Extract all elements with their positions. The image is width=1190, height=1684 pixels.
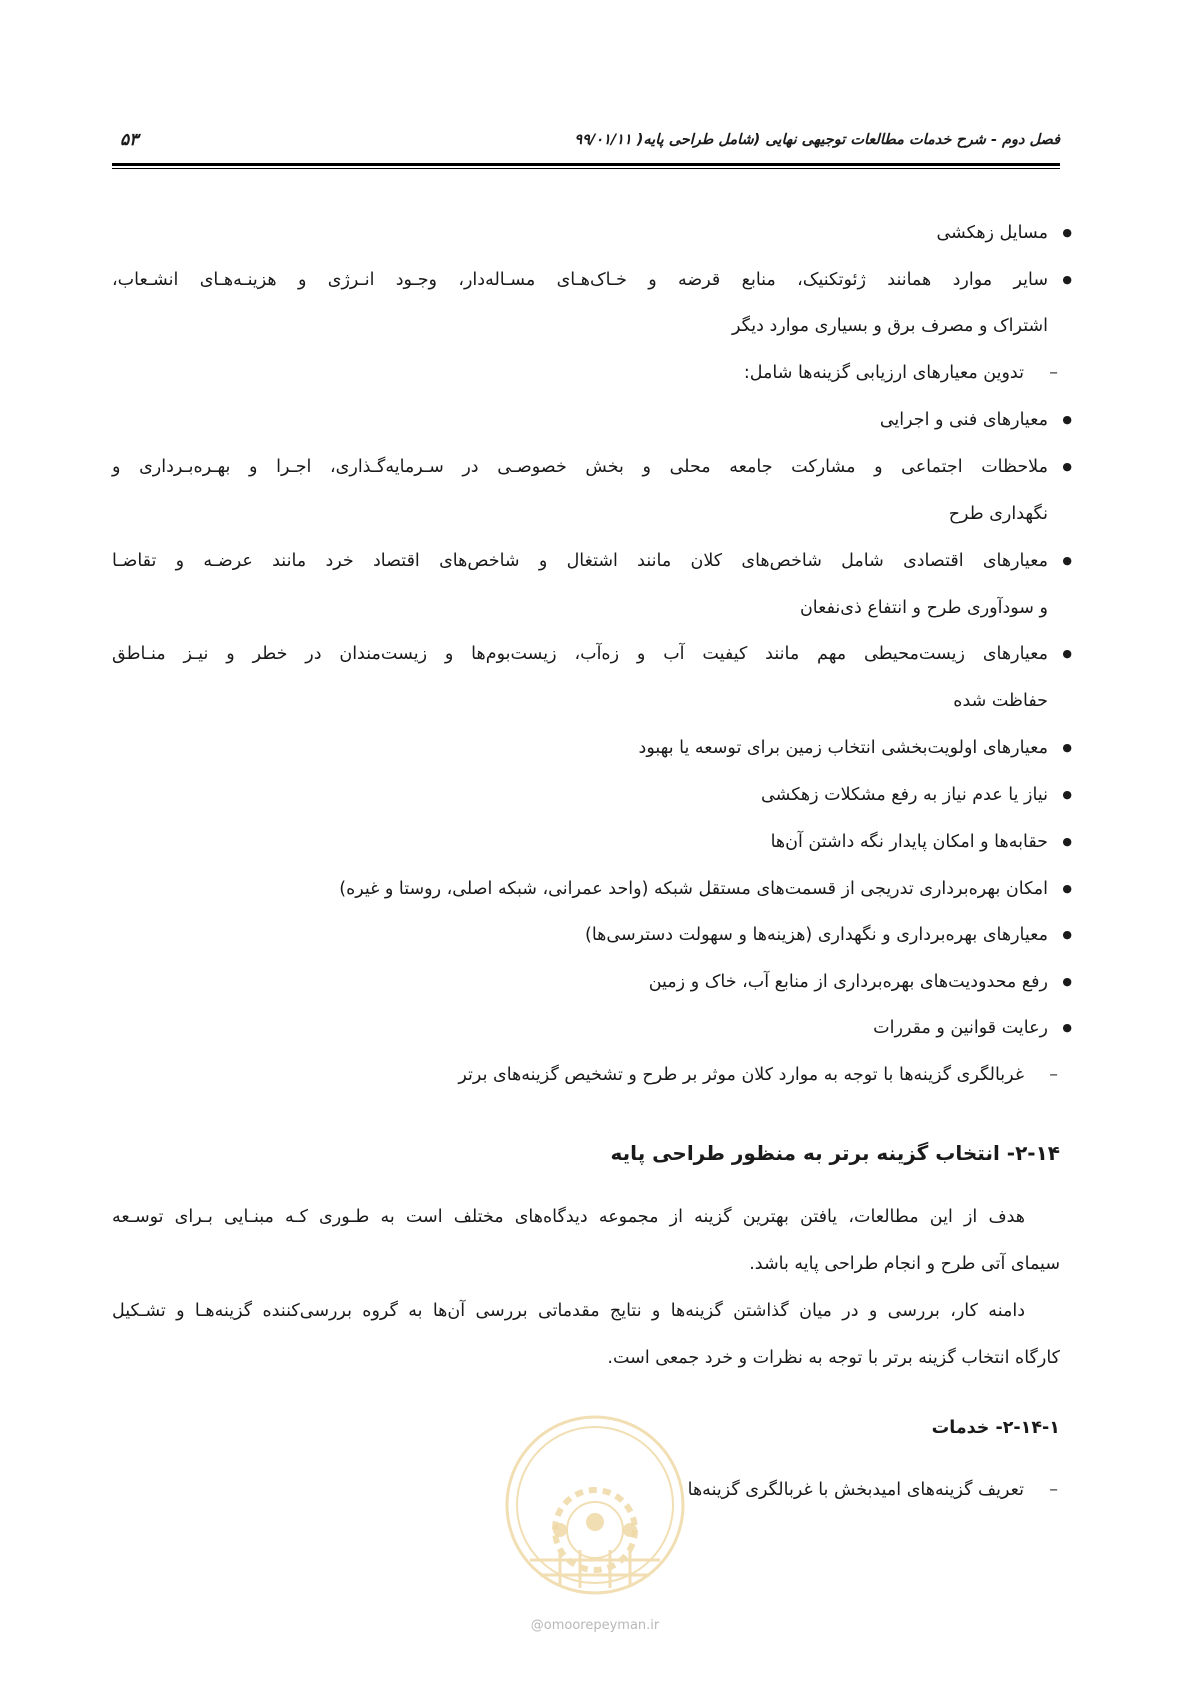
header-rule-thick: [112, 163, 1060, 166]
paragraph-line: سیمای آتی طرح و انجام طراحی پایه باشد.: [749, 1254, 1060, 1274]
list-item: ● حقابه‌ها و امکان پایدار نگه داشتن آن‌ها: [771, 829, 1048, 855]
dash-item: – تدوین معیارهای ارزیابی گزینه‌ها شامل:: [744, 360, 1024, 386]
list-item: ● رفع محدودیت‌های بهره‌برداری از منابع آب، خاک و زمین: [649, 969, 1048, 995]
list-item: ● معیارهای اقتصادی شامل شاخص‌های کلان مانند اشتغال و شاخص‌های اقتصاد خرد مانند عرضـه و تقاضـا: [112, 548, 1048, 574]
paragraph-line: دامنه کار، بررسی و در میان گذاشتن گزینه‌ها و نتایج مقدماتی بررسی آن‌ها به گروه بررسی‌کننده گزینه‌هـا و تشـکیل: [112, 1301, 1025, 1321]
dash-item: – غربالگری گزینه‌ها با توجه به موارد کلان موثر بر طرح و تشخیص گزینه‌های برتر: [458, 1062, 1024, 1088]
watermark-seal-icon: [500, 1410, 690, 1600]
list-item: ● معیارهای فنی و اجرایی: [880, 407, 1048, 433]
list-item: ● نیاز یا عدم نیاز به رفع مشکلات زهکشی: [761, 782, 1048, 808]
list-item-continuation: حفاظت شده: [953, 691, 1048, 711]
list-item: ● معیارهای زیست‌محیطی مهم مانند کیفیت آب و زه‌آب، زیست‌بوم‌ها و زیست‌مندان در خطر و نیـز منـاطق: [112, 641, 1048, 667]
list-item: ● معیارهای بهره‌برداری و نگهداری (هزینه‌ها و سهولت دسترسی‌ها): [585, 922, 1048, 948]
watermark-url: @omoorepeyman.ir: [530, 1618, 660, 1633]
list-item-continuation: و سودآوری طرح و انتفاع ذی‌نفعان: [799, 598, 1048, 618]
page-number: ۵۳: [120, 130, 139, 150]
list-item: ● معیارهای اولویت‌بخشی انتخاب زمین برای توسعه یا بهبود: [639, 735, 1048, 761]
list-item: ● مسایل زهکشی: [936, 220, 1048, 246]
paragraph-line: هدف از این مطالعات، یافتن بهترین گزینه از مجموعه دیدگاه‌های مختلف است به طـوری کـه مبنـایی بـرای توسـعه: [112, 1207, 1025, 1227]
list-item: ● رعایت قوانین و مقررات: [873, 1015, 1048, 1041]
paragraph-line: کارگاه انتخاب گزینه برتر با توجه به نظرات و خرد جمعی است.: [607, 1348, 1060, 1368]
subsection-heading: ۲-۱۴-۱- خدمات: [931, 1418, 1060, 1438]
list-item-continuation: نگهداری طرح: [948, 504, 1048, 524]
header-title: فصل دوم - شرح خدمات مطالعات توجیهی نهایی (شامل طراحی پایه( ۹۹/۰۱/۱۱: [574, 132, 1060, 148]
header-rule-thin: [112, 168, 1060, 169]
section-heading: ۲-۱۴- انتخاب گزینه برتر به منظور طراحی پایه: [610, 1141, 1060, 1165]
list-item: ● سایر موارد همانند ژئوتکنیک، منابع قرضه و خـاک‌هـای مسـاله‌دار، وجـود انـرژی و هزینـه‌هـای انشـعاب،: [112, 267, 1048, 293]
dash-item: – تعریف گزینه‌های امیدبخش با غربالگری گزینه‌ها: [688, 1477, 1024, 1503]
page-header: [112, 128, 1060, 158]
list-item-continuation: اشتراک و مصرف برق و بسیاری موارد دیگر: [731, 316, 1048, 336]
list-item: ● امکان بهره‌برداری تدریجی از قسمت‌های مستقل شبکه (واحد عمرانی، شبکه اصلی، روستا و غیره): [339, 876, 1048, 902]
list-item: ● ملاحظات اجتماعی و مشارکت جامعه محلی و بخش خصوصـی در سـرمایه‌گـذاری، اجـرا و بهـره‌بـرداری و: [112, 454, 1048, 480]
